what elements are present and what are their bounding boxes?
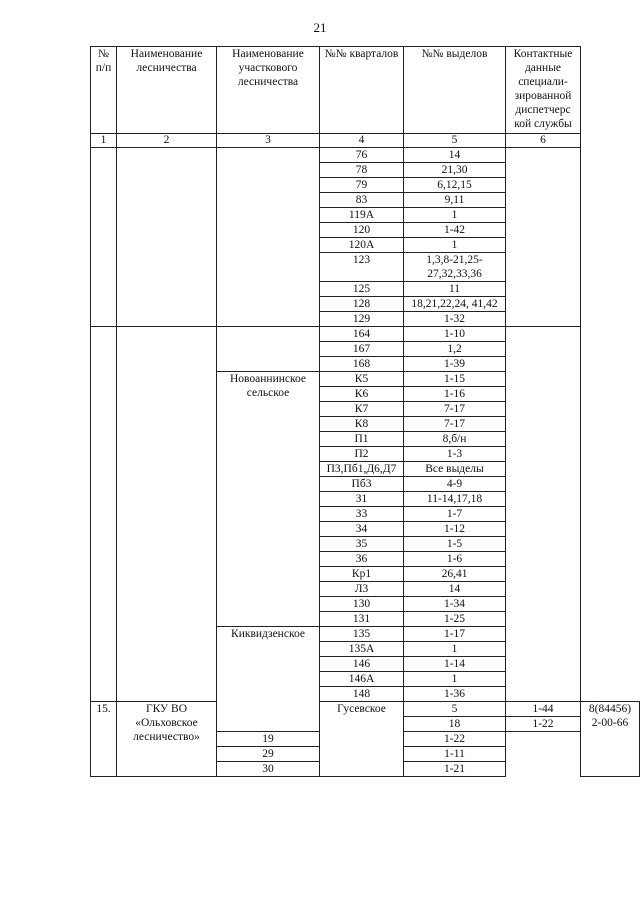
plot-numbers-cell: 1-22 xyxy=(506,717,581,732)
plot-numbers-cell: 1-21 xyxy=(404,762,506,777)
quarter-number-cell: З6 xyxy=(320,552,404,567)
header-row xyxy=(91,47,640,134)
plot-numbers-cell: 7-17 xyxy=(404,417,506,432)
header-num: № п/п xyxy=(91,47,117,134)
quarter-number-cell: 29 xyxy=(217,747,320,762)
plot-numbers-cell: 1-34 xyxy=(404,597,506,612)
quarter-number-cell: 78 xyxy=(320,163,404,178)
plot-numbers-cell: 21,30 xyxy=(404,163,506,178)
quarter-number-cell: 164 xyxy=(320,327,404,342)
plot-numbers-cell: 1 xyxy=(404,238,506,253)
plot-numbers-cell: 1-5 xyxy=(404,537,506,552)
plot-numbers-cell: 1-11 xyxy=(404,747,506,762)
quarter-number-cell: 119А xyxy=(320,208,404,223)
header-forestry: Наименование лесничества xyxy=(117,47,217,134)
plot-numbers-cell: 7-17 xyxy=(404,402,506,417)
forestry-name-cell: ГКУ ВО «Ольховское лесничество» xyxy=(117,702,217,777)
plot-numbers-cell: 14 xyxy=(404,148,506,163)
plot-numbers-cell: 18,21,22,24, 41,42 xyxy=(404,297,506,312)
quarter-number-cell: 148 xyxy=(320,687,404,702)
column-number: 3 xyxy=(217,134,320,148)
quarter-number-cell: 131 xyxy=(320,612,404,627)
plot-numbers-cell: 11 xyxy=(404,282,506,297)
quarter-number-cell: 76 xyxy=(320,148,404,163)
quarter-number-cell: З4 xyxy=(320,522,404,537)
quarter-number-cell: 120А xyxy=(320,238,404,253)
quarter-number-cell: 19 xyxy=(217,732,320,747)
plot-numbers-cell: 1-7 xyxy=(404,507,506,522)
quarter-number-cell: 146 xyxy=(320,657,404,672)
quarter-number-cell: К6 xyxy=(320,387,404,402)
plot-numbers-cell: 1,3,8-21,25-27,32,33,36 xyxy=(404,253,506,282)
plot-numbers-cell: Все выделы xyxy=(404,462,506,477)
plot-numbers-cell: 26,41 xyxy=(404,567,506,582)
plot-numbers-cell: 1-44 xyxy=(506,702,581,717)
quarter-number-cell: З3 xyxy=(320,507,404,522)
forestry-table xyxy=(90,46,640,777)
contacts-cell xyxy=(506,327,581,702)
quarter-number-cell: 168 xyxy=(320,357,404,372)
forestry-name-cell xyxy=(117,327,217,702)
plot-numbers-cell: 1 xyxy=(404,208,506,223)
quarter-number-cell: 128 xyxy=(320,297,404,312)
quarter-number-cell: 5 xyxy=(404,702,506,717)
quarter-number-cell: 129 xyxy=(320,312,404,327)
quarter-number-cell: К5 xyxy=(320,372,404,387)
quarter-number-cell: 30 xyxy=(217,762,320,777)
plot-numbers-cell: 1-15 xyxy=(404,372,506,387)
plot-numbers-cell: 1-25 xyxy=(404,612,506,627)
column-number: 6 xyxy=(506,134,581,148)
quarter-number-cell: З1 xyxy=(320,492,404,507)
column-number-row xyxy=(91,134,640,148)
contacts-cell xyxy=(506,148,581,327)
plot-numbers-cell: 1-16 xyxy=(404,387,506,402)
plot-numbers-cell: 9,11 xyxy=(404,193,506,208)
quarter-number-cell: 167 xyxy=(320,342,404,357)
column-number: 2 xyxy=(117,134,217,148)
quarter-number-cell: К7 xyxy=(320,402,404,417)
column-number: 1 xyxy=(91,134,117,148)
plot-numbers-cell: 8,б/н xyxy=(404,432,506,447)
quarter-number-cell: П2 xyxy=(320,447,404,462)
district-name-cell xyxy=(217,148,320,327)
quarter-number-cell: 79 xyxy=(320,178,404,193)
quarter-number-cell: 130 xyxy=(320,597,404,612)
plot-numbers-cell: 1 xyxy=(404,672,506,687)
quarter-number-cell: З5 xyxy=(320,537,404,552)
table-row xyxy=(91,702,640,717)
quarter-number-cell: 123 xyxy=(320,253,404,282)
page-number: 21 xyxy=(313,20,327,35)
plot-numbers-cell: 1-12 xyxy=(404,522,506,537)
row-number-cell xyxy=(91,327,117,702)
table-body xyxy=(91,148,640,777)
quarter-number-cell: 18 xyxy=(404,717,506,732)
plot-numbers-cell: 1-32 xyxy=(404,312,506,327)
plot-numbers-cell: 1-6 xyxy=(404,552,506,567)
header-district: Наименование участкового лесничества xyxy=(217,47,320,134)
plot-numbers-cell: 4-9 xyxy=(404,477,506,492)
plot-numbers-cell: 1,2 xyxy=(404,342,506,357)
forestry-name-cell xyxy=(117,148,217,327)
plot-numbers-cell: 1-22 xyxy=(404,732,506,747)
quarter-number-cell: Л3 xyxy=(320,582,404,597)
quarter-number-cell: 146А xyxy=(320,672,404,687)
column-number: 5 xyxy=(404,134,506,148)
plot-numbers-cell: 1-14 xyxy=(404,657,506,672)
quarter-number-cell: 120 xyxy=(320,223,404,238)
column-number: 4 xyxy=(320,134,404,148)
row-number-cell xyxy=(91,148,117,327)
plot-numbers-cell: 1-42 xyxy=(404,223,506,238)
plot-numbers-cell: 1-17 xyxy=(404,627,506,642)
quarter-number-cell: П3,Пб1,Д6,Д7 xyxy=(320,462,404,477)
district-name-cell: Новоаннинское сельское xyxy=(217,372,320,627)
district-name-cell: Киквидзенское xyxy=(217,627,320,732)
quarter-number-cell: 135А xyxy=(320,642,404,657)
row-number-cell: 15. xyxy=(91,702,117,777)
table-row xyxy=(91,327,640,342)
district-name-cell: Гусевское xyxy=(320,702,404,777)
plot-numbers-cell: 1-36 xyxy=(404,687,506,702)
plot-numbers-cell: 1-10 xyxy=(404,327,506,342)
district-name-cell xyxy=(217,327,320,372)
plot-numbers-cell: 6,12,15 xyxy=(404,178,506,193)
plot-numbers-cell: 14 xyxy=(404,582,506,597)
header-plots: №№ выделов xyxy=(404,47,506,134)
quarter-number-cell: Пб3 xyxy=(320,477,404,492)
plot-numbers-cell: 1-3 xyxy=(404,447,506,462)
plot-numbers-cell: 1-39 xyxy=(404,357,506,372)
plot-numbers-cell: 11-14,17,18 xyxy=(404,492,506,507)
plot-numbers-cell: 1 xyxy=(404,642,506,657)
quarter-number-cell: 125 xyxy=(320,282,404,297)
quarter-number-cell: К8 xyxy=(320,417,404,432)
header-contacts: Контактные данные специали-зированной диспетчерс кой службы xyxy=(506,47,581,134)
quarter-number-cell: 83 xyxy=(320,193,404,208)
quarter-number-cell: Кр1 xyxy=(320,567,404,582)
quarter-number-cell: 135 xyxy=(320,627,404,642)
table-row xyxy=(91,148,640,163)
contacts-cell: 8(84456) 2-00-66 xyxy=(581,702,640,777)
header-quarters: №№ кварталов xyxy=(320,47,404,134)
quarter-number-cell: П1 xyxy=(320,432,404,447)
